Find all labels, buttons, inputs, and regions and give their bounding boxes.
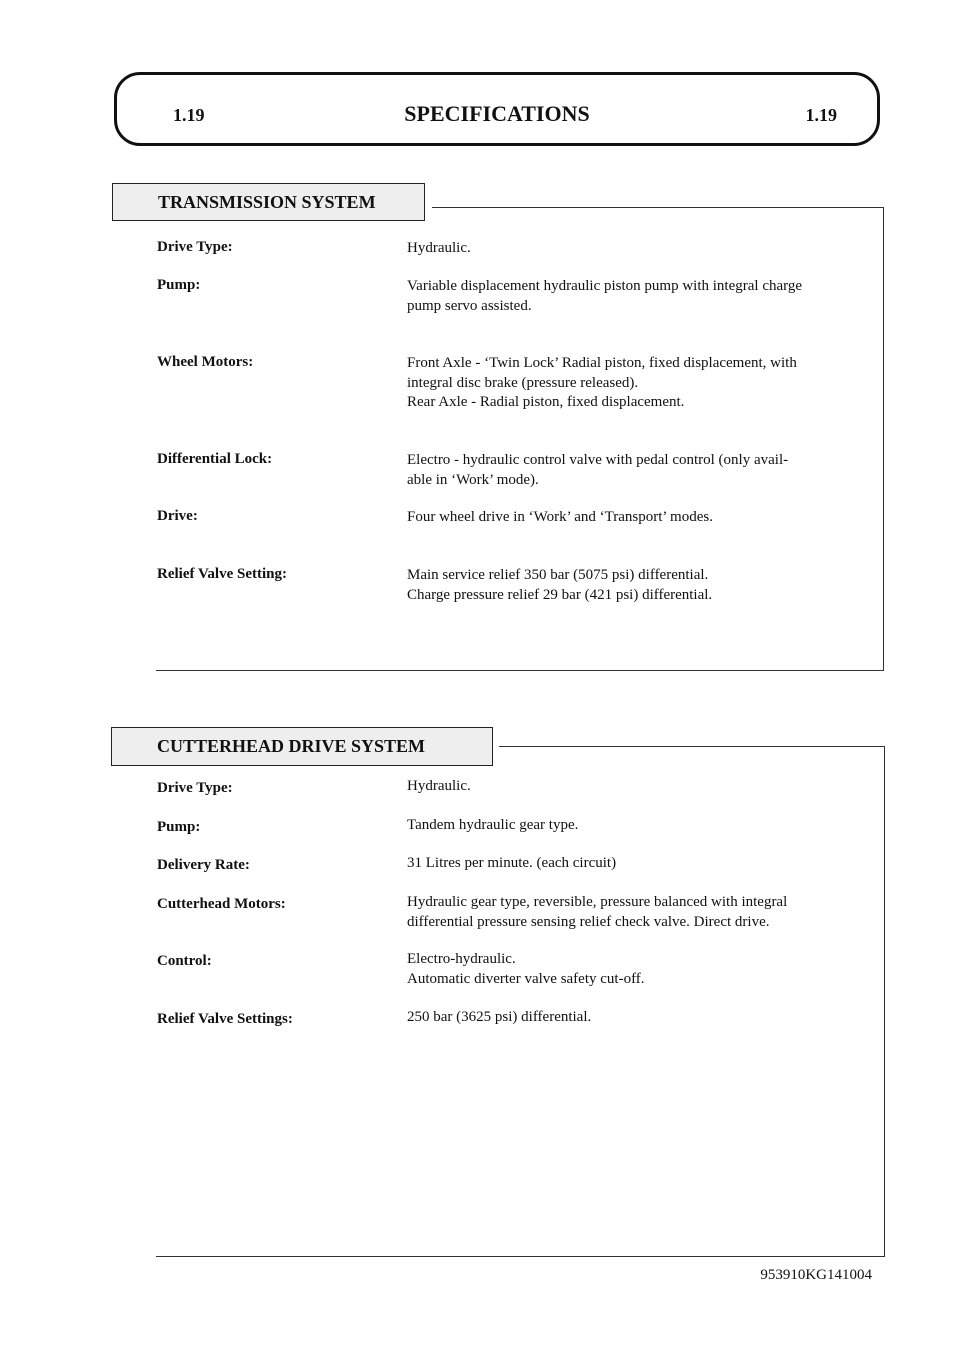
cutterhead-value-pump xyxy=(407,816,825,836)
cutterhead-label-pump: Pump: xyxy=(157,819,201,835)
value-line: able in ‘Work’ mode). xyxy=(407,471,539,488)
value-line: pump servo assisted. xyxy=(407,297,532,314)
cutterhead-frame-right xyxy=(884,746,885,1256)
transmission-value-drive xyxy=(407,508,825,528)
value-line: 31 Litres per minute. (each circuit) xyxy=(407,855,617,871)
section-number-right: 1.19 xyxy=(805,105,837,125)
transmission-label-drive: Drive: xyxy=(157,508,198,524)
cutterhead-value-delivery-rate xyxy=(407,854,825,874)
value-line: 250 bar (3625 psi) differential. xyxy=(407,1009,592,1025)
cutterhead-value-motors xyxy=(407,893,825,932)
value-line: Variable displacement hydraulic piston pump with integral charge xyxy=(407,278,803,294)
cutterhead-label-delivery-rate: Delivery Rate: xyxy=(157,857,250,873)
transmission-value-pump xyxy=(407,277,825,316)
transmission-value-relief-valve xyxy=(407,566,825,605)
transmission-label-pump: Pump: xyxy=(157,277,201,293)
value-line: Hydraulic gear type, reversible, pressure balanced with integral xyxy=(407,894,788,910)
page-header xyxy=(114,72,880,146)
transmission-frame-right xyxy=(883,207,884,671)
transmission-label-relief-valve: Relief Valve Setting: xyxy=(157,566,287,582)
cutterhead-frame-bottom xyxy=(156,1256,885,1257)
transmission-value-drive-type xyxy=(407,239,825,259)
cutterhead-label-control: Control: xyxy=(157,953,212,969)
cutterhead-label-drive-type: Drive Type: xyxy=(157,780,233,796)
transmission-label-differential-lock: Differential Lock: xyxy=(157,451,273,467)
value-line: Front Axle - ‘Twin Lock’ Radial piston, fixed displacement, with xyxy=(407,355,797,371)
transmission-value-wheel-motors xyxy=(407,354,825,413)
value-line: Tandem hydraulic gear type. xyxy=(407,817,579,833)
transmission-frame-bottom xyxy=(156,670,884,671)
value-line: Rear Axle - Radial piston, fixed displacement. xyxy=(407,394,685,410)
transmission-frame-top xyxy=(432,207,884,208)
cutterhead-frame-top xyxy=(499,746,885,747)
value-line: Hydraulic. xyxy=(407,240,471,256)
page-title: SPECIFICATIONS xyxy=(404,101,590,126)
value-line: differential pressure sensing relief check valve. Direct drive. xyxy=(407,913,770,930)
value-line: Electro - hydraulic control valve with pedal control (only avail- xyxy=(407,452,789,468)
cutterhead-label-relief-valve: Relief Valve Settings: xyxy=(157,1011,293,1027)
transmission-value-differential-lock xyxy=(407,451,825,490)
value-line: Hydraulic. xyxy=(407,778,471,794)
transmission-label-wheel-motors: Wheel Motors: xyxy=(157,354,254,370)
cutterhead-value-control xyxy=(407,950,825,989)
transmission-heading: TRANSMISSION SYSTEM xyxy=(112,183,425,221)
value-line: Charge pressure relief 29 bar (421 psi) differential. xyxy=(407,586,713,603)
value-line: Four wheel drive in ‘Work’ and ‘Transport’ modes. xyxy=(407,509,713,525)
value-line: Electro-hydraulic. xyxy=(407,951,516,967)
cutterhead-value-drive-type xyxy=(407,777,825,797)
value-line: integral disc brake (pressure released). xyxy=(407,374,639,391)
cutterhead-label-motors: Cutterhead Motors: xyxy=(157,896,286,912)
cutterhead-heading: CUTTERHEAD DRIVE SYSTEM xyxy=(111,727,493,766)
value-line: Automatic diverter valve safety cut-off. xyxy=(407,970,645,987)
document-code: 953910KG141004 xyxy=(760,1267,872,1283)
section-number-left: 1.19 xyxy=(173,105,205,125)
value-line: Main service relief 350 bar (5075 psi) differential. xyxy=(407,567,709,583)
cutterhead-value-relief-valve xyxy=(407,1008,825,1028)
transmission-label-drive-type: Drive Type: xyxy=(157,239,233,255)
